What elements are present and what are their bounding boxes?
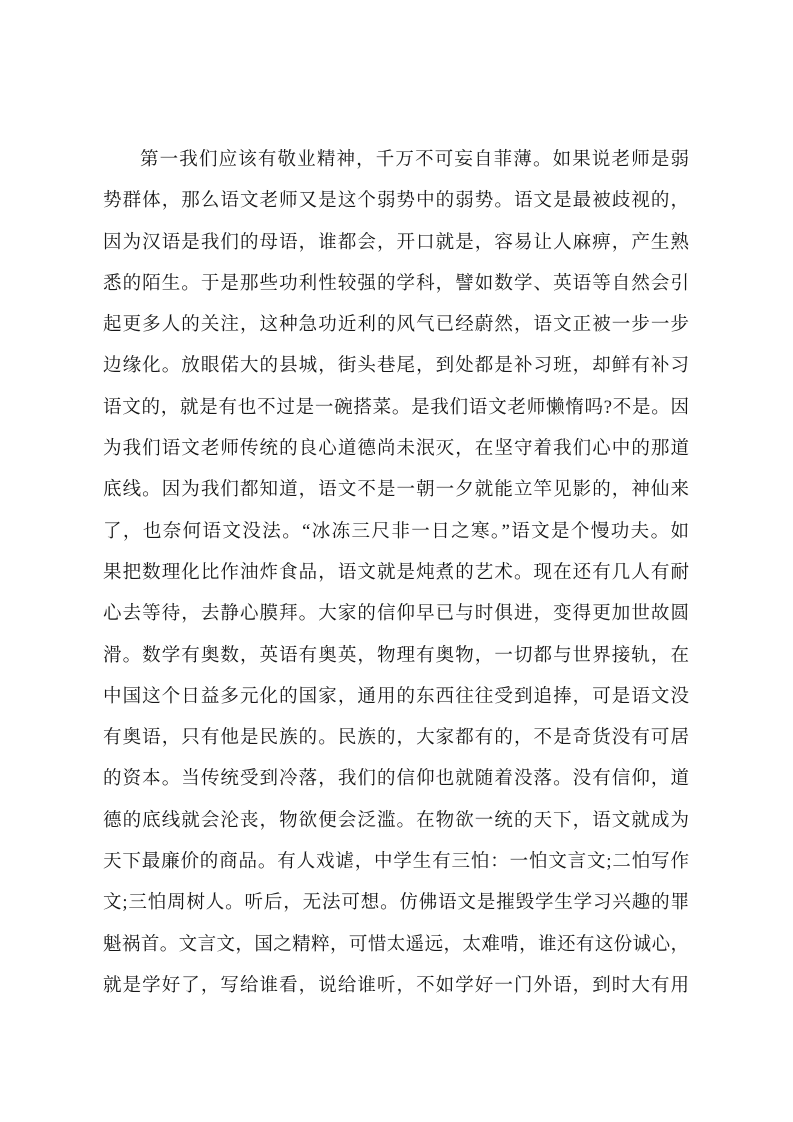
essay-paragraph (103, 140, 689, 1007)
text-line: 德的底线就会沦丧，物欲便会泛滥。在物欲一统的天下，语文就成为 (103, 810, 689, 831)
text-line: 势群体，那么语文老师又是这个弱势中的弱势。语文是最被歧视的， (103, 191, 689, 212)
text-line: 魁祸首。文言文，国之精粹，可惜太遥远，太难啃，谁还有这份诚心， (103, 934, 689, 955)
text-line: 为我们语文老师传统的良心道德尚未泯灭，在坚守着我们心中的那道 (103, 439, 689, 460)
text-line: 就是学好了，写给谁看，说给谁听，不如学好一门外语，到时大有用 (103, 975, 689, 996)
text-line: 起更多人的关注，这种急功近利的风气已经蔚然，语文正被一步一步 (103, 315, 689, 336)
text-line: 有奥语，只有他是民族的。民族的，大家都有的，不是奇货没有可居 (103, 728, 689, 749)
text-line: 底线。因为我们都知道，语文不是一朝一夕就能立竿见影的，神仙来 (103, 480, 689, 501)
text-line: 了，也奈何语文没法。“冰冻三尺非一日之寒。”语文是个慢功夫。如 (103, 521, 689, 542)
text-line: 语文的，就是有也不过是一碗搭菜。是我们语文老师懒惰吗?不是。因 (103, 397, 689, 418)
text-line: 因为汉语是我们的母语，谁都会，开口就是，容易让人麻痹，产生熟 (103, 232, 689, 253)
text-line: 文;三怕周树人。听后，无法可想。仿佛语文是摧毁学生学习兴趣的罪 (103, 893, 689, 914)
text-line: 的资本。当传统受到冷落，我们的信仰也就随着没落。没有信仰，道 (103, 769, 689, 790)
text-line: 果把数理化比作油炸食品，语文就是炖煮的艺术。现在还有几人有耐 (103, 562, 689, 583)
text-line: 滑。数学有奥数，英语有奥英，物理有奥物，一切都与世界接轨，在 (103, 645, 689, 666)
text-line: 第一我们应该有敬业精神，千万不可妄自菲薄。如果说老师是弱 (140, 150, 689, 170)
text-line: 心去等待，去静心膜拜。大家的信仰早已与时俱进，变得更加世故圆 (103, 604, 689, 625)
text-line: 中国这个日益多元化的国家，通用的东西往往受到追捧，可是语文没 (103, 686, 689, 707)
text-line: 天下最廉价的商品。有人戏谑，中学生有三怕：一怕文言文;二怕写作 (103, 852, 689, 873)
text-line: 悉的陌生。于是那些功利性较强的学科，譬如数学、英语等自然会引 (103, 273, 689, 294)
text-line: 边缘化。放眼偌大的县城，街头巷尾，到处都是补习班，却鲜有补习 (103, 356, 689, 377)
